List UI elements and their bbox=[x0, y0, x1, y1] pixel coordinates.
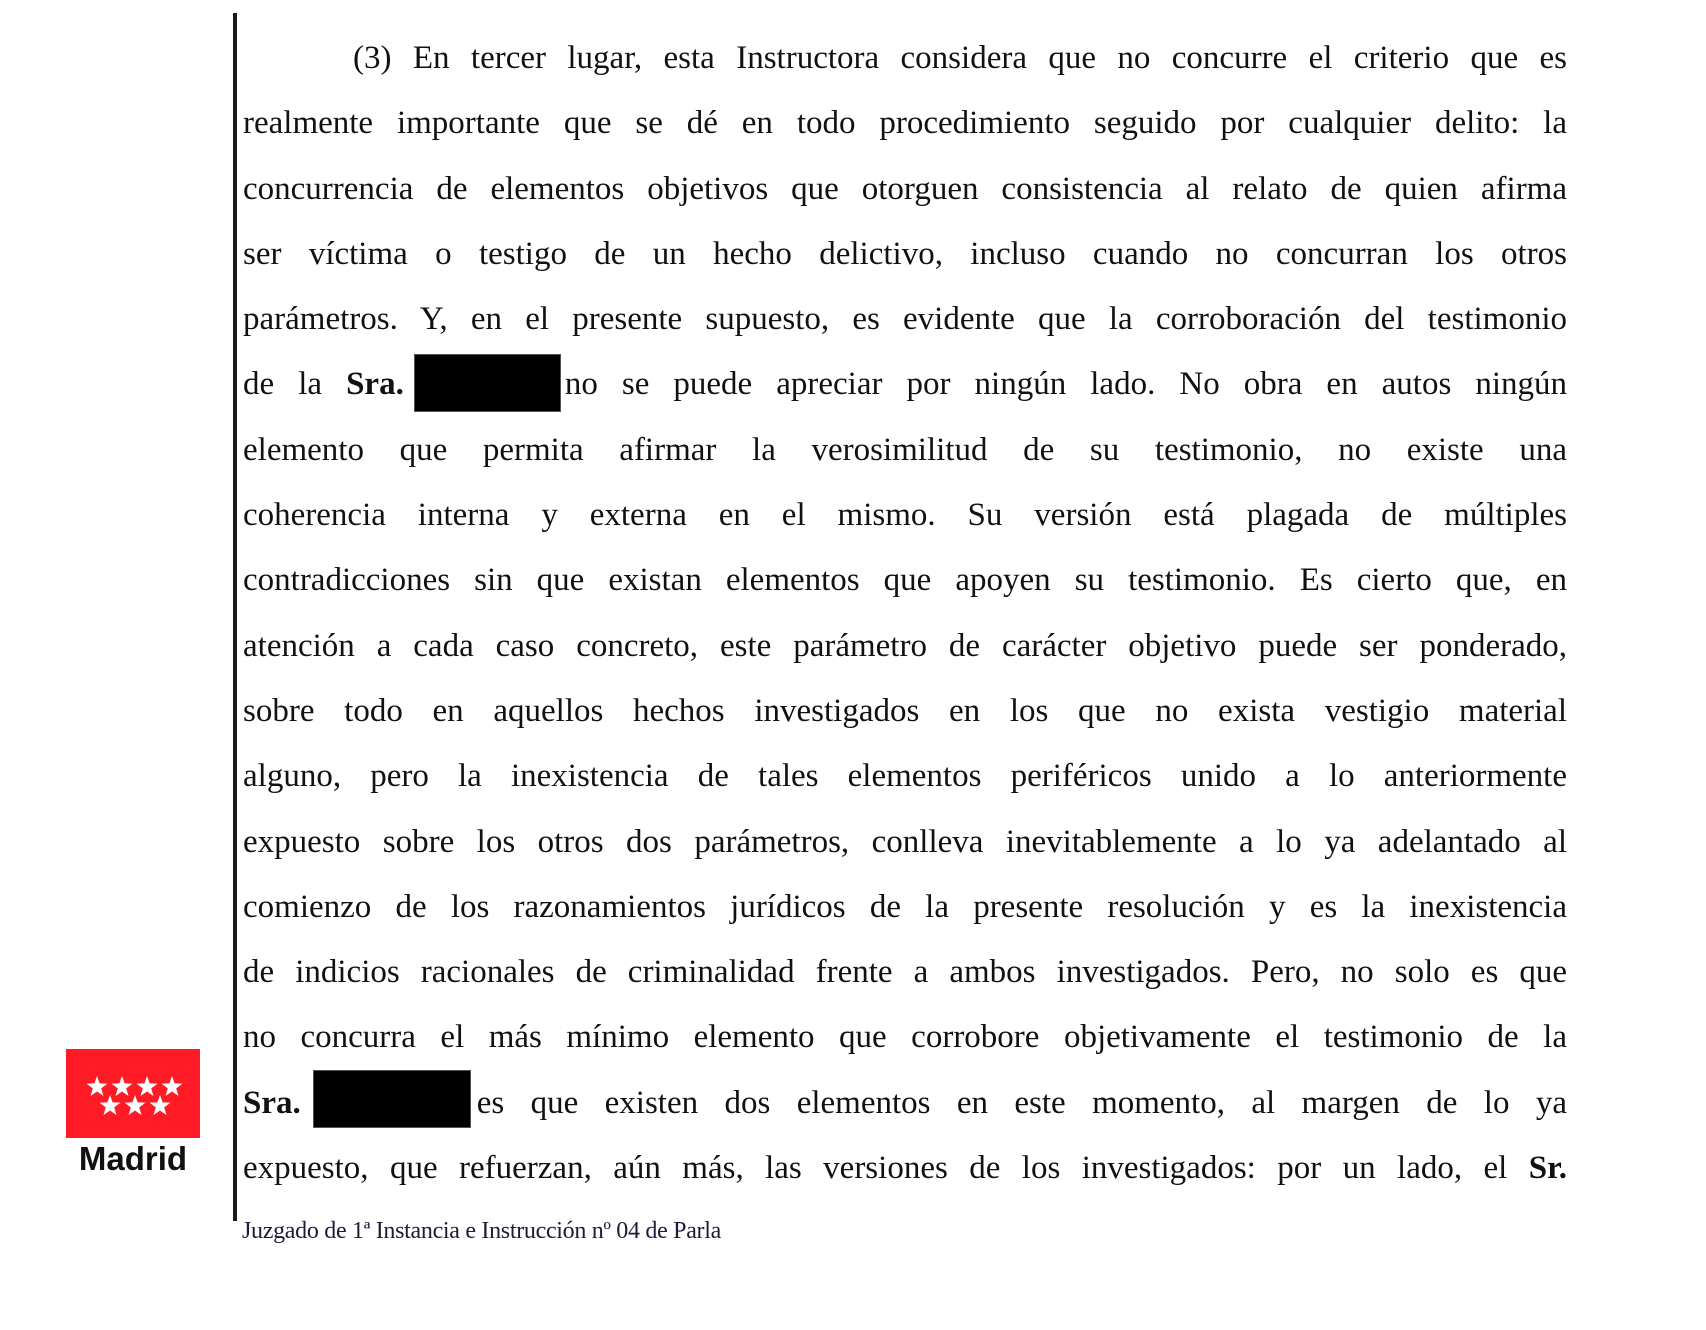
text-segment: coherencia interna y externa en el mismo. Su versión está plagada de múltiples bbox=[243, 497, 1567, 534]
logo-label: Madrid bbox=[78, 1140, 188, 1177]
redacted-name-box bbox=[313, 1070, 471, 1128]
text-line bbox=[243, 483, 1567, 548]
text-segment: alguno, pero la inexistencia de tales elementos periféricos unido a lo anteriormente bbox=[243, 758, 1567, 795]
text-segment: expuesto sobre los otros dos parámetros, conlleva inevitablemente a lo ya adelantado al bbox=[243, 823, 1567, 860]
text-segment: comienzo de los razonamientos jurídicos de la presente resolución y es la inexistencia bbox=[243, 888, 1567, 925]
text-line bbox=[243, 222, 1567, 287]
text-segment: no concurra el más mínimo elemento que corrobore objetivamente el testimonio de la bbox=[243, 1019, 1567, 1056]
text-segment: de la bbox=[243, 366, 323, 403]
text-segment: elemento que permita afirmar la verosimilitud de su testimonio, no existe una bbox=[243, 431, 1567, 468]
text-line bbox=[243, 548, 1567, 613]
text-segment: concurrencia de elementos objetivos que otorguen consistencia al relato de quien afirma bbox=[243, 170, 1567, 207]
text-segment: atención a cada caso concreto, este parámetro de carácter objetivo puede ser ponderado, bbox=[243, 627, 1567, 664]
comunidad-de-madrid-flag-icon bbox=[66, 1049, 200, 1138]
text-line bbox=[243, 614, 1567, 679]
document-paragraph bbox=[243, 26, 1567, 1201]
text-segment: parámetros. Y, en el presente supuesto, es evidente que la corroboración del testimonio bbox=[243, 301, 1567, 338]
text-segment: es que existen dos elementos en este momento, al margen de lo ya bbox=[476, 1084, 1567, 1121]
honorific-sr: Sr. bbox=[1528, 1150, 1568, 1187]
text-line bbox=[243, 287, 1567, 352]
text-line bbox=[243, 940, 1567, 1005]
redacted-name-box bbox=[414, 354, 561, 412]
text-segment: (3) En tercer lugar, esta Instructora considera que no concurre el criterio que es bbox=[353, 40, 1567, 76]
text-line bbox=[243, 418, 1567, 483]
text-segment: realmente importante que se dé en todo procedimiento seguido por cualquier delito: la bbox=[243, 105, 1567, 142]
text-segment: no se puede apreciar por ningún lado. No obra en autos ningún bbox=[564, 366, 1567, 403]
text-segment: ser víctima o testigo de un hecho delictivo, incluso cuando no concurran los otros bbox=[243, 235, 1567, 272]
text-line bbox=[243, 679, 1567, 744]
text-line bbox=[243, 1071, 1567, 1136]
text-line bbox=[243, 744, 1567, 809]
text-line bbox=[243, 91, 1567, 156]
text-line bbox=[243, 875, 1567, 940]
text-line bbox=[243, 1005, 1567, 1070]
honorific-sra: Sra. bbox=[346, 366, 404, 403]
text-line bbox=[243, 157, 1567, 222]
text-segment: de indicios racionales de criminalidad frente a ambos investigados. Pero, no solo es que bbox=[243, 954, 1567, 991]
text-line bbox=[243, 1136, 1567, 1201]
text-line bbox=[243, 352, 1567, 417]
court-footer: Juzgado de 1ª Instancia e Instrucción nº 04 de Parla bbox=[242, 1218, 721, 1244]
text-segment: contradicciones sin que existan elementos que apoyen su testimonio. Es cierto que, en bbox=[243, 562, 1567, 599]
text-segment: expuesto, que refuerzan, aún más, las versiones de los investigados: por un lado, el bbox=[243, 1150, 1508, 1187]
text-line bbox=[243, 810, 1567, 875]
honorific-sra: Sra. bbox=[243, 1084, 301, 1121]
madrid-logo bbox=[66, 1049, 200, 1178]
margin-vertical-rule bbox=[233, 13, 237, 1221]
text-segment: sobre todo en aquellos hechos investigados en los que no exista vestigio material bbox=[243, 692, 1567, 729]
text-line bbox=[243, 26, 1567, 91]
seven-stars-icon bbox=[66, 1049, 200, 1138]
